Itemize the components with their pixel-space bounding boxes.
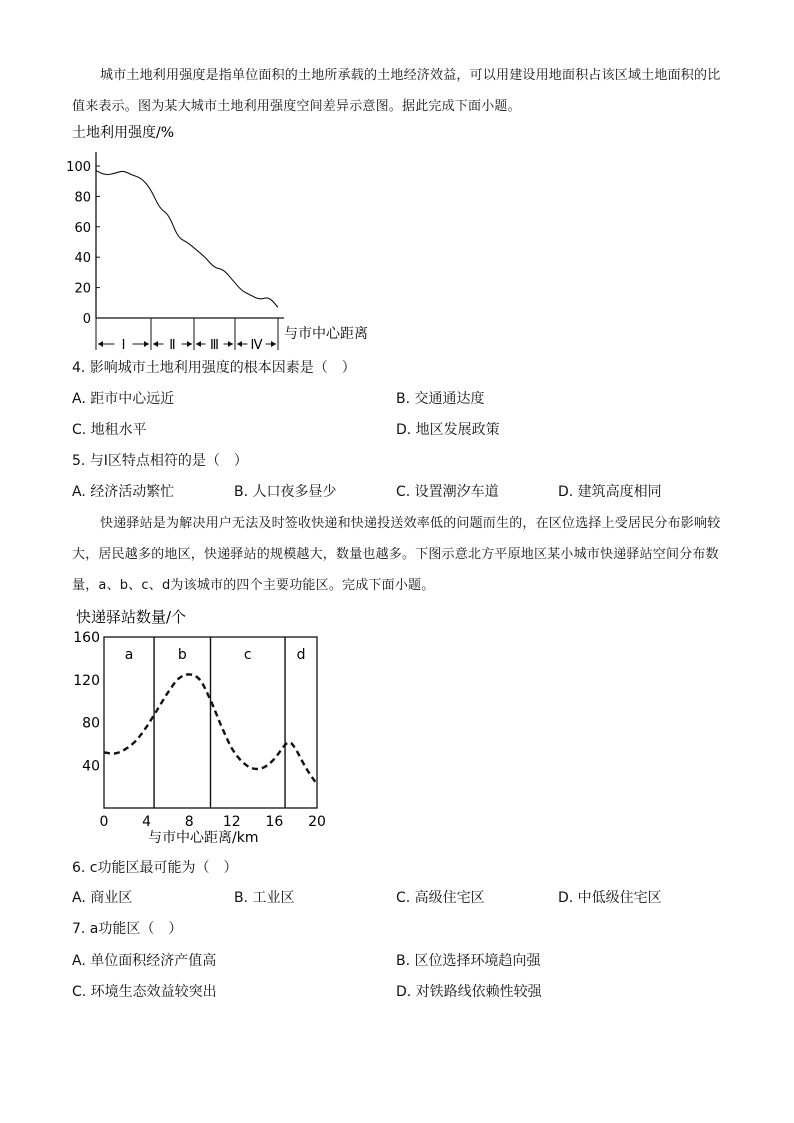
chart1-zone-label: Ⅰ: [121, 338, 126, 350]
chart1-xlabel: 与市中心距离: [284, 326, 368, 342]
chart1-ylabel: 土地利用强度/%: [72, 125, 175, 141]
chart1-ytick-label: 60: [74, 220, 91, 236]
chart2-xtick-label: 0: [99, 814, 109, 830]
q5-option-c[interactable]: C. 设置潮汐车道: [396, 484, 499, 500]
question-6-stem: 6. c功能区最可能为（ ）: [72, 860, 238, 876]
chart-land-use-intensity: [66, 120, 386, 350]
q6-option-d[interactable]: D. 中低级住宅区: [558, 890, 662, 906]
chart2-zone-label: c: [243, 647, 252, 663]
chart1-zone-arrowhead: [271, 341, 276, 347]
chart1-zone-arrowhead: [144, 341, 149, 347]
q7-option-c[interactable]: C. 环境生态效益较突出: [72, 984, 217, 1000]
chart2-xlabel: 与市中心距离/km: [148, 830, 259, 846]
chart1-zone-label: Ⅲ: [210, 338, 219, 350]
passage-intro-express-station: 快递驿站是为解决用户无法及时签收快递和快递投送效率低的问题而生的，在区位选择上受居民分布影响较大，居民越多的地区，快递驿站的规模越大，数量也越多。下图示意北方平原地区某小城市快递驿站空间分布数量，a、b、c、d为该城市的四个主要功能区。完成下面小题。: [72, 516, 721, 593]
chart1-ytick-label: 80: [74, 190, 91, 206]
q6-option-a[interactable]: A. 商业区: [72, 890, 133, 906]
chart2-xtick-label: 20: [308, 814, 326, 830]
chart1-ytick-label: 0: [82, 312, 91, 327]
chart-express-stations: [68, 604, 368, 849]
chart1-ytick-label: 20: [74, 281, 91, 297]
chart1-zone-arrowhead: [153, 341, 158, 347]
chart2-xtick-label: 16: [265, 814, 284, 830]
chart2-zone-label: d: [296, 647, 306, 663]
chart1-zone-arrowhead: [228, 341, 233, 347]
chart2-xtick-label: 4: [142, 814, 152, 830]
q4-option-a[interactable]: A. 距市中心远近: [72, 391, 175, 407]
chart1-ytick-label: 40: [74, 251, 91, 267]
chart1-zone-label: Ⅱ: [169, 338, 176, 350]
q7-option-d[interactable]: D. 对铁路线依赖性较强: [396, 984, 542, 1000]
q5-option-d[interactable]: D. 建筑高度相同: [558, 484, 662, 500]
q5-option-a[interactable]: A. 经济活动繁忙: [72, 484, 175, 500]
chart1-intensity-line: [96, 171, 278, 308]
chart2-zone-label: a: [124, 647, 134, 663]
q6-option-c[interactable]: C. 高级住宅区: [396, 890, 485, 906]
question-4-stem: 4. 影响城市土地利用强度的根本因素是（ ）: [72, 360, 356, 376]
question-5-stem: 5. 与Ⅰ区特点相符的是（ ）: [72, 453, 248, 469]
q7-option-b[interactable]: B. 区位选择环境趋向强: [396, 953, 541, 969]
chart2-xtick-label: 12: [222, 814, 241, 830]
chart1-zone-arrowhead: [196, 341, 201, 347]
chart2-xtick-label: 8: [184, 814, 194, 830]
chart1-ytick-label: 100: [66, 160, 91, 175]
q7-option-a[interactable]: A. 单位面积经济产值高: [72, 953, 217, 969]
question-7-stem: 7. a功能区（ ）: [72, 921, 183, 937]
q6-option-b[interactable]: B. 工业区: [234, 890, 295, 906]
chart2-ylabel: 快递驿站数量/个: [76, 608, 187, 626]
chart2-ytick-label: 80: [82, 715, 100, 732]
q5-option-b[interactable]: B. 人口夜多昼少: [234, 484, 337, 500]
chart1-zone-arrowhead: [98, 341, 103, 347]
q4-option-c[interactable]: C. 地租水平: [72, 422, 147, 438]
chart1-zone-arrowhead: [187, 341, 192, 347]
chart2-ytick-label: 160: [73, 630, 100, 646]
chart2-ytick-label: 40: [82, 758, 100, 775]
chart2-zone-label: b: [177, 647, 187, 663]
q4-option-b[interactable]: B. 交通通达度: [396, 391, 485, 407]
passage-intro-land-use: 城市土地利用强度是指单位面积的土地所承载的土地经济效益，可以用建设用地面积占该区域土地面积的比值来表示。图为某大城市土地利用强度空间差异示意图。据此完成下面小题。: [72, 68, 721, 114]
chart1-zone-label: Ⅳ: [250, 338, 263, 350]
chart1-zone-arrowhead: [237, 341, 242, 347]
chart2-ytick-label: 120: [73, 672, 100, 689]
q4-option-d[interactable]: D. 地区发展政策: [396, 422, 500, 438]
